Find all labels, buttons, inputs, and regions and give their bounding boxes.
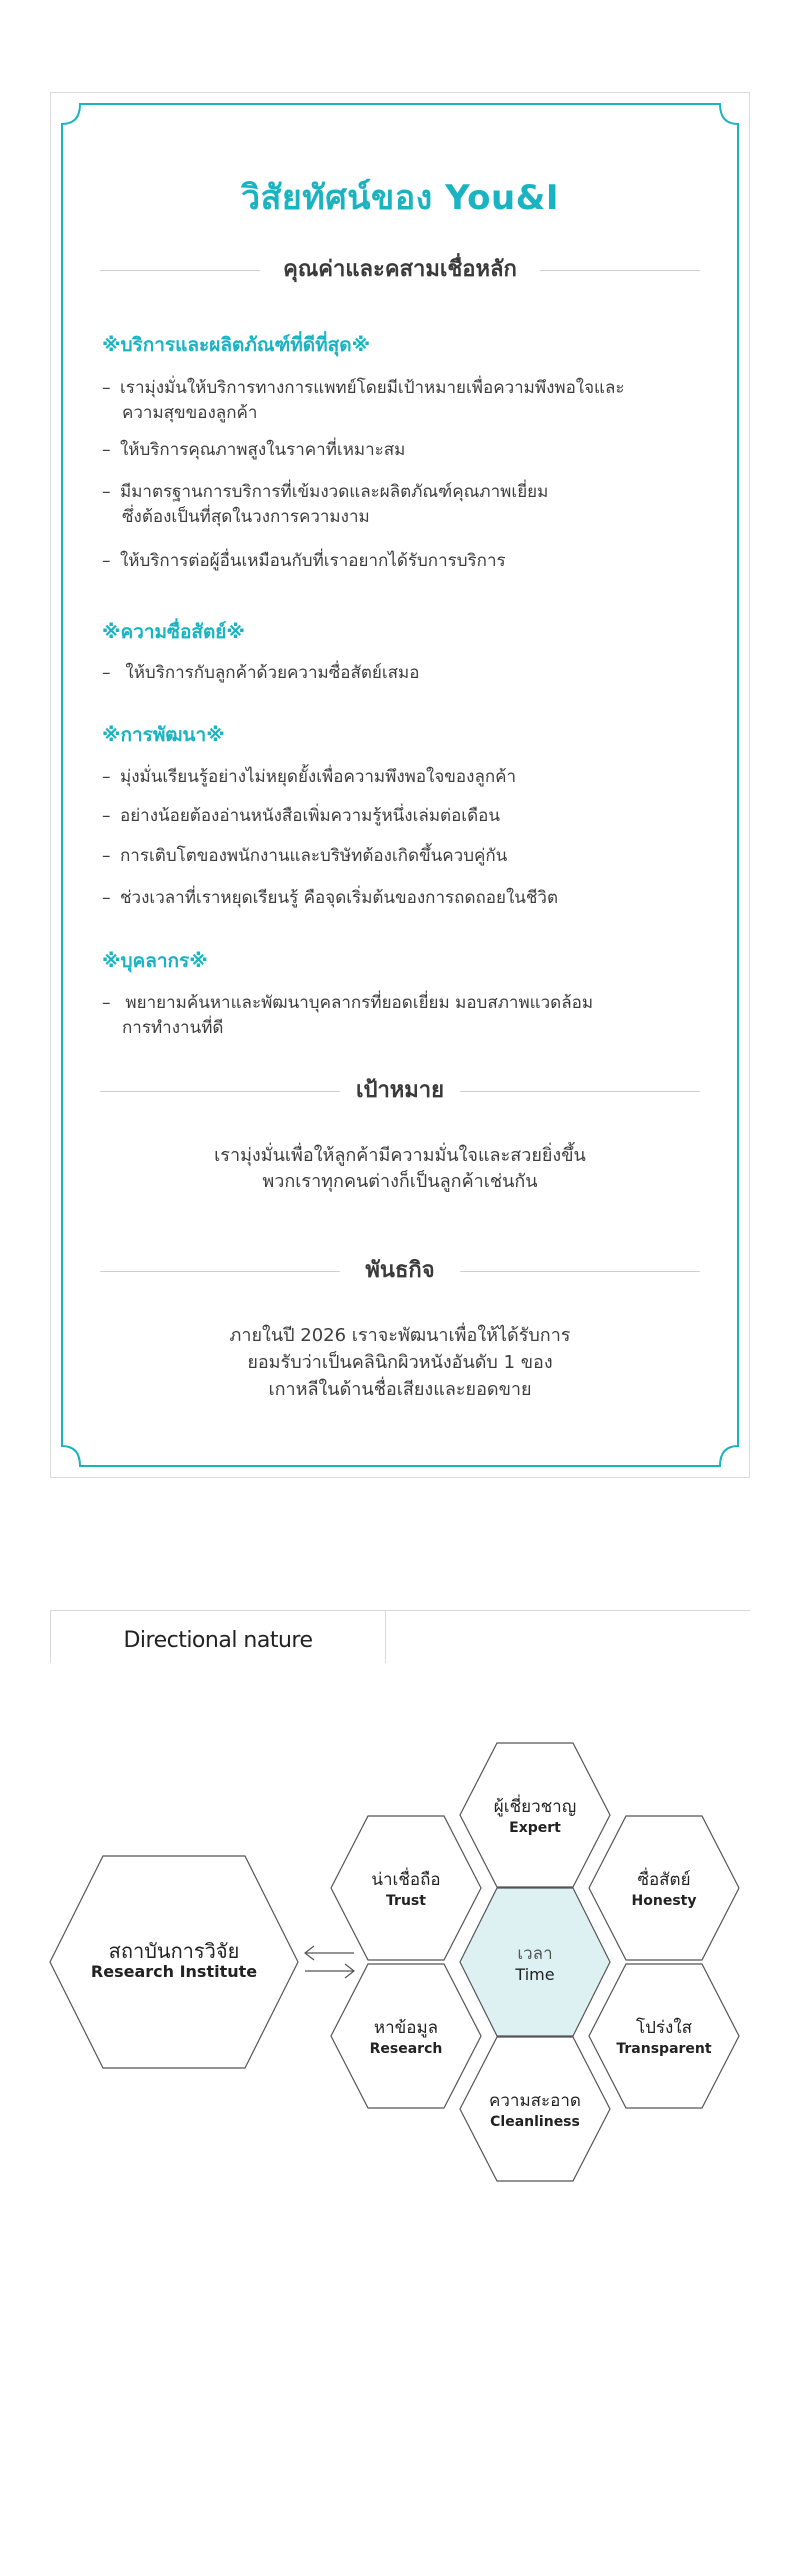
list-item: – ช่วงเวลาที่เราหยุดเรียนรู้ คือจุดเริ่มต้นของการถดถอยในชีวิต: [102, 888, 558, 908]
goal-text-2: พวกเราทุกคนต่างก็เป็นลูกค้าเช่นกัน: [262, 1171, 538, 1192]
hex-label-cleanliness: ความสะอาด Cleanliness: [489, 2091, 581, 2130]
hex-label-research: หาข้อมูล Research: [369, 2018, 443, 2057]
hex-label-honesty: ซื่อสัตย์ Honesty: [631, 1870, 697, 1909]
institute-label: สถาบันการวิจัย Research Institute: [90, 1939, 258, 1981]
goal-text-1: เรามุ่งมั่นเพื่อให้ลูกค้ามีความมั่นใจและสวยยิ่งขึ้น: [214, 1145, 586, 1166]
category-personnel: ※บุคลากร※: [102, 950, 208, 972]
mission-text-3: เกาหลีในด้านชื่อเสียงและยอดขาย: [268, 1379, 532, 1400]
list-item: – การเติบโตของพนักงานและบริษัทต้องเกิดขึ้นควบคู่กัน: [102, 846, 508, 866]
list-item: – อย่างน้อยต้องอ่านหนังสือเพิ่มความรู้หนึ่งเล่มต่อเดือน: [102, 806, 500, 826]
goal-heading-text: เป้าหมาย: [355, 1078, 445, 1103]
list-item: – มีมาตรฐานการบริการที่เข้มงวดและผลิตภัณฑ์คุณภาพเยี่ยม ซึ่งต้องเป็นที่สุดในวงการความงาม: [102, 482, 549, 527]
hex-label-transparent: โปร่งใส Transparent: [616, 2018, 712, 2057]
mission-text-1: ภายในปี 2026 เราจะพัฒนาเพื่อให้ได้รับการ: [229, 1325, 571, 1346]
list-item: – ให้บริการคุณภาพสูงในราคาที่เหมาะสม: [102, 440, 406, 460]
vision-title: วิสัยทัศน์ของ You&I: [241, 178, 559, 218]
list-item: – มุ่งมั่นเรียนรู้อย่างไม่หยุดยั้งเพื่อความพึงพอใจของลูกค้า: [102, 767, 517, 787]
list-item: – ให้บริการต่อผู้อื่นเหมือนกับที่เราอยากได้รับการบริการ: [102, 551, 506, 571]
core-values-heading-text: คุณค่าและคสามเชื่อหลัก: [283, 257, 517, 282]
list-item: – เรามุ่งมั่นให้บริการทางการแพทย์โดยมีเป้าหมายเพื่อความพึงพอใจและ ความสุขของลูกค้า: [102, 378, 625, 423]
hex-label-time: เวลา Time: [515, 1944, 555, 1984]
list-item: – ให้บริการกับลูกค้าด้วยความซื่อสัตย์เสมอ: [102, 663, 420, 683]
category-best-service: ※บริการและผลิตภัณฑ์ที่ดีที่สุด※: [102, 334, 371, 356]
core-values-heading: [100, 254, 700, 286]
mission-text-2: ยอมรับว่าเป็นคลินิกผิวหนังอันดับ 1 ของ: [247, 1352, 553, 1373]
tab-directional-nature[interactable]: Directional nature: [50, 1611, 386, 1663]
category-development: ※การพัฒนา※: [102, 724, 225, 746]
goal-heading: [100, 1075, 700, 1107]
directional-tab-bar: [50, 1610, 750, 1663]
category-honesty: ※ความซื่อสัตย์※: [102, 621, 245, 643]
directional-diagram: [0, 1700, 800, 2220]
double-arrow-icon: [305, 1946, 354, 1978]
hex-label-trust: น่าเชื่อถือ Trust: [371, 1870, 441, 1909]
list-item: – พยายามค้นหาและพัฒนาบุคลากรที่ยอดเยี่ยม มอบสภาพแวดล้อม การทำงานที่ดี: [102, 993, 594, 1038]
hex-label-expert: ผู้เชี่ยวชาญ Expert: [493, 1797, 577, 1836]
mission-heading-text: พันธกิจ: [365, 1258, 435, 1283]
mission-heading: [100, 1255, 700, 1287]
